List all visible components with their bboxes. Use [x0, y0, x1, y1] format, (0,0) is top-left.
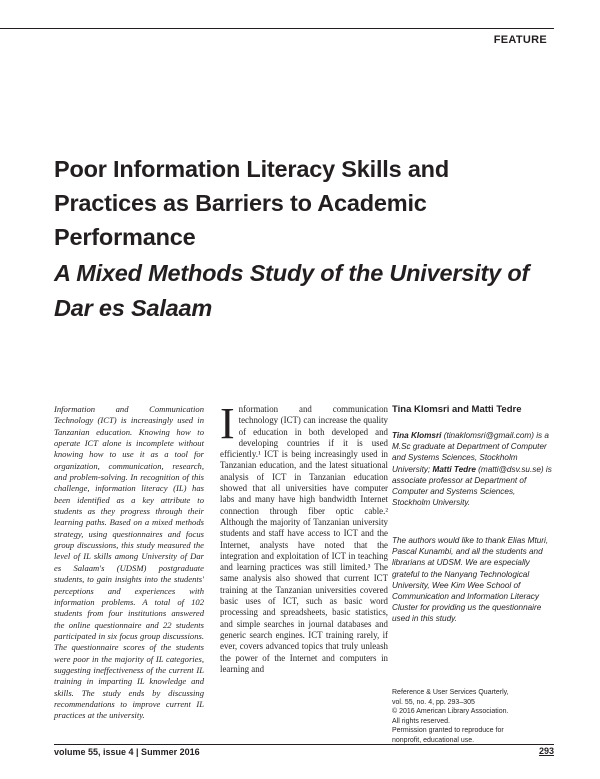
acknowledgment: The authors would like to thank Elias Mturi, Pascal Kunambi, and all the students and librarians at UDSM. We are especially grateful to the Nanyang Technological University, Wee Kim Wee School of Communication and Information Literacy Cluster for providing us the questionnaire used in this study. [392, 536, 549, 624]
bottom-rule [54, 744, 554, 745]
author-bio [392, 430, 552, 508]
citation-line: nonprofit, educational use. [392, 736, 475, 744]
author-names: Tina Klomsri and Matti Tedre [392, 404, 522, 415]
page-number: 293 [538, 746, 554, 756]
article-title: Poor Information Literacy Skills and Practices as Barriers to Academic Performance [54, 156, 449, 250]
citation-line: vol. 55, no. 4, pp. 293–305 [392, 698, 475, 706]
citation-line: © 2016 American Library Association. [392, 708, 509, 716]
body-column [220, 399, 388, 675]
citation-line: All rights reserved. [392, 717, 450, 725]
article-subtitle: A Mixed Methods Study of the University of Dar es Salaam [54, 260, 530, 321]
citation-line: Permission granted to reproduce for [392, 727, 504, 735]
drop-cap: I [220, 399, 235, 448]
abstract [54, 404, 204, 722]
body-text: nformation and communication technology (ICT) can increase the quality of education in both developed and developing countries if it is used efficiently.¹ ICT is being increasingly used in Tanzanian education, and the latest situational analysis of ICT in Tanzanian education showed that all universities have computer labs and many have high bandwidth Internet connection through fiber optic cable.² Although the majority of Tanzanian university students and staff have access to ICT and the Internet, analysts have noted that the integration and exploitation of ICT in teaching and learning practices was still limited.³ The same analysis also showed that current ICT training at the Tanzanian universities covered basic uses of ICT, such as basic word processing and spreadsheets, basic statistics, and simple searches in journal databases and generic search engines. ICT training rarely, if ever, covers advanced topics that truly unleash the power of the Internet and computers in learning and [220, 404, 388, 674]
abstract-text: Information and Communication Technology (ICT) is increasingly used in Tanzanian education. Knowing how to operate ICT alone is incomplete without knowing how to use it as a tool for organization, communication, research, and problem-solving. In recognition of this challenge, information literacy (IL) has been identified as a key attribute to students as they progress through their learning paths. Based on a mixed methods strategy, using questionnaires and focus group discussions, this study measured the level of IL skills among University of Dar es Salaam's (UDSM) postgraduate students, to gain insights into the students' perceptions and experiences with information problems. A total of 102 students from four institutions answered the online questionnaire and 22 students participated in six focus group discussions. The questionnaire scores of the students were poor in the majority of IL categories, suggesting ineffectiveness of the current IL training in imparting IL knowledge and skills. The study ends by discussing recommendations to improve current IL practices at the university. [54, 404, 204, 721]
author1-bio: (tinaklomsri@gmail.com) is a M.Sc graduate at Department of Computer and Systems Sciences, Stockholm University; [392, 431, 549, 474]
author2-name: Matti Tedre [432, 464, 476, 474]
citation-block [392, 688, 552, 746]
issue-info: volume 55, issue 4 | Summer 2016 [54, 747, 200, 757]
citation-line: Reference & User Services Quarterly, [392, 689, 509, 696]
section-label: FEATURE [493, 34, 547, 46]
author2-bio: (matti@dsv.su.se) is associate professor at Department of Computer and Systems Sciences, Stockholm University. [392, 464, 552, 508]
top-rule [0, 28, 554, 29]
author1-name: Tina Klomsri [392, 431, 442, 440]
